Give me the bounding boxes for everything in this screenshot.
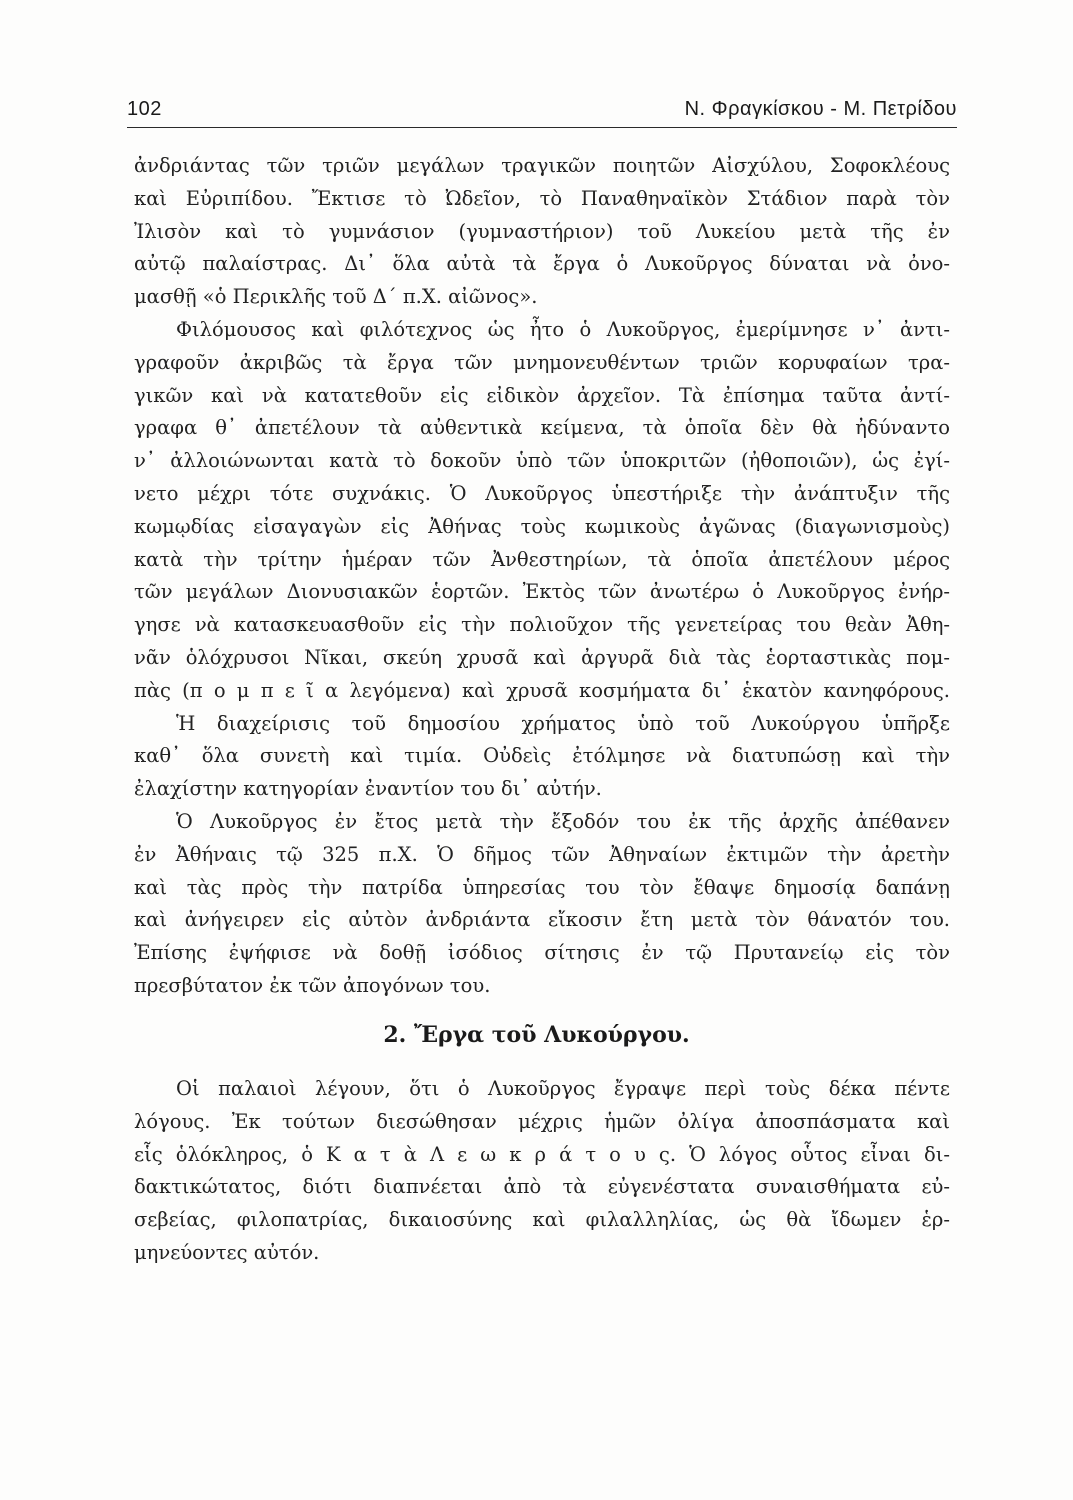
text-line: δακτικώτατος, διότι διαπνέεται ἀπὸ τὰ εὐγενέστατα συναισθήματα εὐ- (134, 1175, 950, 1199)
text-line: κωμῳδίας εἰσαγαγὼν εἰς Ἀθήνας τοὺς κωμικοὺς ἀγῶνας (διαγωνισμοὺς) (134, 514, 950, 538)
section-1-text (134, 150, 950, 1003)
text-line: Ἡ διαχείρισις τοῦ δημοσίου χρήματος ὑπὸ τοῦ Λυκούργου ὑπῆρξε (176, 711, 950, 735)
header-rule (127, 127, 957, 128)
text-line: λόγους. Ἐκ τούτων διεσώθησαν μέχρις ἡμῶν ὀλίγα ἀποσπάσματα καὶ (134, 1109, 950, 1133)
text-line: μασθῇ «ὁ Περικλῆς τοῦ Δ΄ π.Χ. αἰῶνος». (134, 285, 538, 309)
page-header (127, 98, 957, 128)
text-line: γραφοῦν ἀκριβῶς τὰ ἔργα τῶν μνημονευθέντων τριῶν κορυφαίων τρα- (134, 350, 950, 374)
text-line: εἷς ὁλόκληρος, ὁ Κ α τ ὰ Λ ε ω κ ρ ά τ ο υ ς. Ὁ λόγος οὗτος εἶναι δι- (134, 1142, 950, 1166)
running-head: Ν. Φραγκίσκου - Μ. Πετρίδου (684, 98, 957, 120)
text-line: ν᾽ ἀλλοιώνωνται κατὰ τὸ δοκοῦν ὑπὸ τῶν ὑποκριτῶν (ἠθοποιῶν), ὡς ἐγί- (134, 449, 950, 473)
text-line: γησε νὰ κατασκευασθοῦν εἰς τὴν πολιοῦχον τῆς γενετείρας του θεὰν Ἀθη- (134, 613, 950, 637)
text-line: γικῶν καὶ νὰ κατατεθοῦν εἰς εἰδικὸν ἀρχεῖον. Τὰ ἐπίσημα ταῦτα ἀντί- (134, 383, 950, 407)
section-2-text (134, 1073, 950, 1270)
text-line: Φιλόμουσος καὶ φιλότεχνος ὡς ἦτο ὁ Λυκοῦργος, ἐμερίμνησε ν᾽ ἀντι- (176, 317, 950, 341)
text-line: αὐτῷ παλαίστρας. Δι᾽ ὅλα αὐτὰ τὰ ἔργα ὁ Λυκοῦργος δύναται νὰ ὀνο- (134, 252, 950, 276)
text-line: Ἐπίσης ἐψήφισε νὰ δοθῇ ἰσόδιος σίτησις ἐν τῷ Πρυτανείῳ εἰς τὸν (134, 941, 950, 965)
text-line: κατὰ τὴν τρίτην ἡμέραν τῶν Ἀνθεστηρίων, τὰ ὁποῖα ἀπετέλουν μέρος (134, 547, 950, 571)
text-line: σεβείας, φιλοπατρίας, δικαιοσύνης καὶ φιλαλληλίας, ὡς θὰ ἴδωμεν ἑρ- (134, 1208, 950, 1232)
text-line: νᾶν ὁλόχρυσοι Νῖκαι, σκεύη χρυσᾶ καὶ ἀργυρᾶ διὰ τὰς ἑορταστικὰς πομ- (134, 645, 950, 669)
text-line: γραφα θ᾽ ἀπετέλουν τὰ αὐθεντικὰ κείμενα, τὰ ὁποῖα δὲν θὰ ἠδύναντο (134, 416, 950, 440)
text-line: Οἱ παλαιοὶ λέγουν, ὅτι ὁ Λυκοῦργος ἔγραψε περὶ τοὺς δέκα πέντε (176, 1077, 950, 1100)
page-number: 102 (127, 98, 162, 120)
text-line: νετο μέχρι τότε συχνάκις. Ὁ Λυκοῦργος ὑπεστήριξε τὴν ἀνάπτυξιν τῆς (134, 481, 950, 505)
text-line: πὰς (π ο μ π ε ῖ α λεγόμενα) καὶ χρυσᾶ κοσμήματα δι᾽ ἑκατὸν κανηφόρους. (134, 678, 950, 702)
text-line: ἐν Ἀθήναις τῷ 325 π.Χ. Ὁ δῆμος τῶν Ἀθηναίων ἐκτιμῶν τὴν ἀρετὴν (134, 842, 950, 866)
text-line: ἐλαχίστην κατηγορίαν ἐναντίον του δι᾽ αὐτήν. (134, 777, 602, 801)
text-line: Ἰλισὸν καὶ τὸ γυμνάσιον (γυμναστήριον) τοῦ Λυκείου μετὰ τῆς ἐν (134, 219, 950, 243)
section-heading: 2. Ἔργα τοῦ Λυκούργου. (383, 1022, 690, 1048)
text-line: Ὁ Λυκοῦργος ἐν ἔτος μετὰ τὴν ἔξοδόν του ἐκ τῆς ἀρχῆς ἀπέθανεν (176, 809, 950, 833)
text-line: ἀνδριάντας τῶν τριῶν μεγάλων τραγικῶν ποιητῶν Αἰσχύλου, Σοφοκλέους (134, 154, 950, 177)
text-line: καὶ τὰς πρὸς τὴν πατρίδα ὑπηρεσίας του τὸν ἔθαψε δημοσίᾳ δαπάνῃ (134, 875, 950, 899)
text-line: καθ᾽ ὅλα συνετὴ καὶ τιμία. Οὐδεὶς ἐτόλμησε νὰ διατυπώσῃ καὶ τὴν (134, 744, 950, 768)
text-line: τῶν μεγάλων Διονυσιακῶν ἑορτῶν. Ἐκτὸς τῶν ἀνωτέρω ὁ Λυκοῦργος ἐνήρ- (134, 580, 950, 604)
text-line: μηνεύοντες αὐτόν. (134, 1240, 320, 1264)
text-line: καὶ Εὐριπίδου. Ἔκτισε τὸ Ὠδεῖον, τὸ Παναθηναϊκὸν Στάδιον παρὰ τὸν (134, 186, 950, 210)
text-line: καὶ ἀνήγειρεν εἰς αὐτὸν ἀνδριάντα εἴκοσιν ἔτη μετὰ τὸν θάνατόν του. (134, 908, 950, 932)
text-line: πρεσβύτατον ἐκ τῶν ἀπογόνων του. (134, 973, 491, 997)
